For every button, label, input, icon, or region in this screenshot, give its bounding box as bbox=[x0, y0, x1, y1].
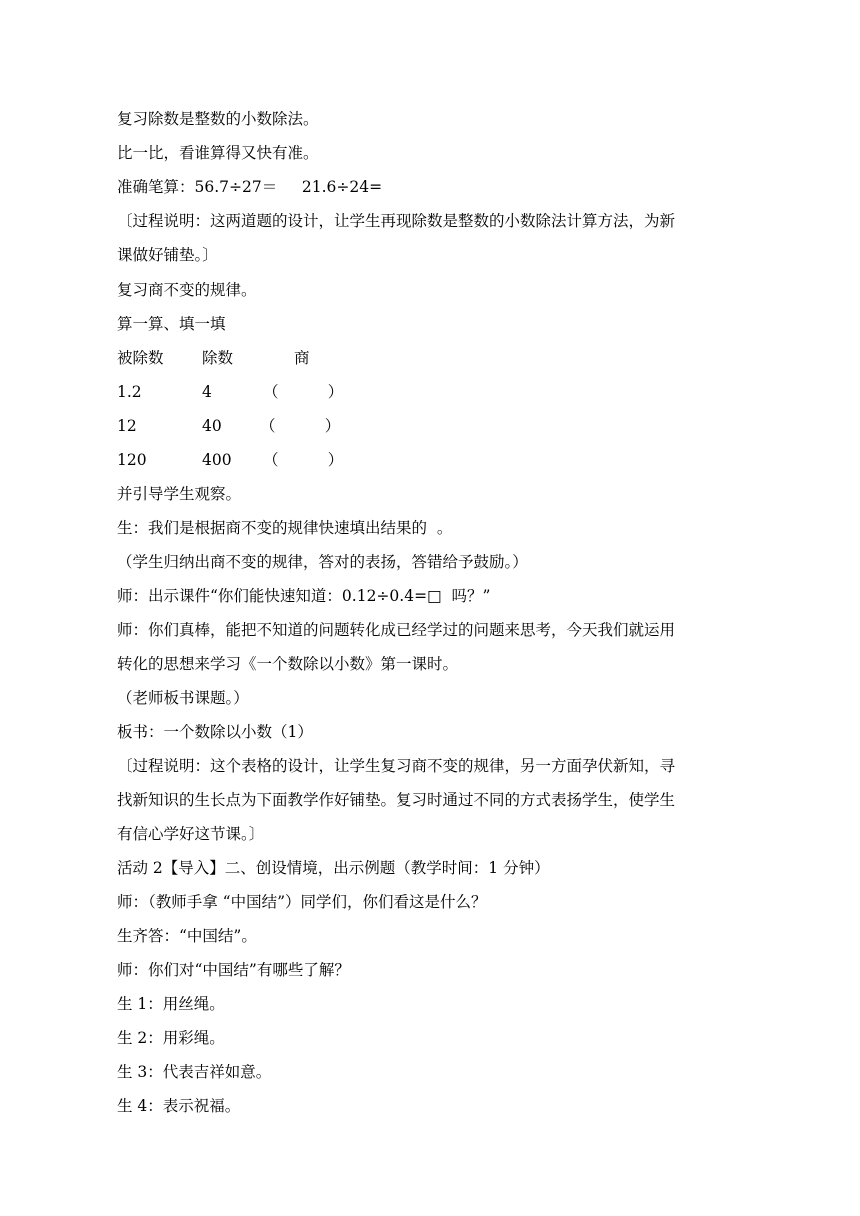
table-header-dividend: 被除数 bbox=[117, 349, 164, 367]
table-header-divisor: 除数 bbox=[202, 349, 234, 367]
paragraph-compare: 比一比，看谁算得又快有准。 bbox=[117, 144, 319, 162]
paragraph-student-2: 生 2：用彩绳。 bbox=[117, 1029, 225, 1047]
table-cell-quotient-blank: （ ） bbox=[263, 383, 344, 401]
table-cell-quotient-blank: （ ） bbox=[263, 451, 344, 469]
paragraph-process-note-1: 〔过程说明：这两道题的设计，让学生再现除数是整数的小数除法计算方法，为新 bbox=[117, 212, 676, 230]
paragraph-process-note-1-cont: 课做好铺垫。〕 bbox=[117, 246, 218, 264]
paragraph-student-3: 生 3：代表吉祥如意。 bbox=[117, 1063, 272, 1081]
paragraph-student-4: 生 4：表示祝福。 bbox=[117, 1097, 241, 1115]
paragraph-students-answer: 生齐答：“中国结”。 bbox=[117, 927, 257, 945]
paragraph-teacher-slide: 师：出示课件“你们能快速知道：0.12÷0.4=□ 吗？” bbox=[117, 587, 491, 605]
paragraph-teacher-question: 师：你们对“中国结”有哪些了解？ bbox=[117, 961, 350, 979]
table-header-quotient: 商 bbox=[294, 349, 310, 367]
table-cell-quotient-blank: （ ） bbox=[260, 417, 341, 435]
paragraph-calc-fill: 算一算、填一填 bbox=[117, 315, 226, 333]
table-cell-dividend: 1.2 bbox=[117, 383, 142, 401]
table-cell-dividend: 12 bbox=[117, 417, 137, 435]
table-cell-divisor: 4 bbox=[202, 383, 212, 401]
paragraph-student-answer: 生：我们是根据商不变的规律快速填出结果的 。 bbox=[117, 519, 453, 537]
paragraph-teacher-praise: 师：你们真棒，能把不知道的问题转化成已经学过的问题来思考，今天我们就运用 bbox=[117, 621, 676, 639]
paragraph-process-note-2-end: 有信心学好这节课。〕 bbox=[117, 825, 265, 843]
table-cell-divisor: 400 bbox=[202, 451, 232, 469]
paragraph-teacher-knot: 师：（教师手拿 “中国结”）同学们，你们看这是什么？ bbox=[117, 893, 487, 911]
table-cell-dividend: 120 bbox=[117, 451, 147, 469]
paragraph-student-1: 生 1：用丝绳。 bbox=[117, 995, 225, 1013]
paragraph-teacher-praise-cont: 转化的思想来学习《一个数除以小数》第一课时。 bbox=[117, 655, 459, 673]
paragraph-process-note-2: 〔过程说明：这个表格的设计，让学生复习商不变的规律，另一方面孕伏新知，寻 bbox=[117, 757, 676, 775]
paragraph-activity-2: 活动 2【导入】二、创设情境，出示例题（教学时间：1 分钟） bbox=[117, 859, 550, 877]
paragraph-student-summary: （学生归纳出商不变的规律，答对的表扬，答错给予鼓励。） bbox=[117, 553, 528, 571]
paragraph-process-note-2-cont: 找新知识的生长点为下面教学作好铺垫。复习时通过不同的方式表扬学生，使学生 bbox=[117, 791, 676, 809]
paragraph-review-division: 复习除数是整数的小数除法。 bbox=[117, 110, 319, 128]
paragraph-review-rule: 复习商不变的规律。 bbox=[117, 281, 257, 299]
paragraph-board-title: 板书：一个数除以小数（1） bbox=[117, 723, 313, 741]
paragraph-calculation: 准确笔算：56.7÷27＝ 21.6÷24= bbox=[117, 178, 383, 196]
paragraph-board-title-note: （老师板书课题。） bbox=[117, 689, 249, 707]
table-cell-divisor: 40 bbox=[202, 417, 222, 435]
paragraph-guide-observe: 并引导学生观察。 bbox=[117, 485, 242, 503]
